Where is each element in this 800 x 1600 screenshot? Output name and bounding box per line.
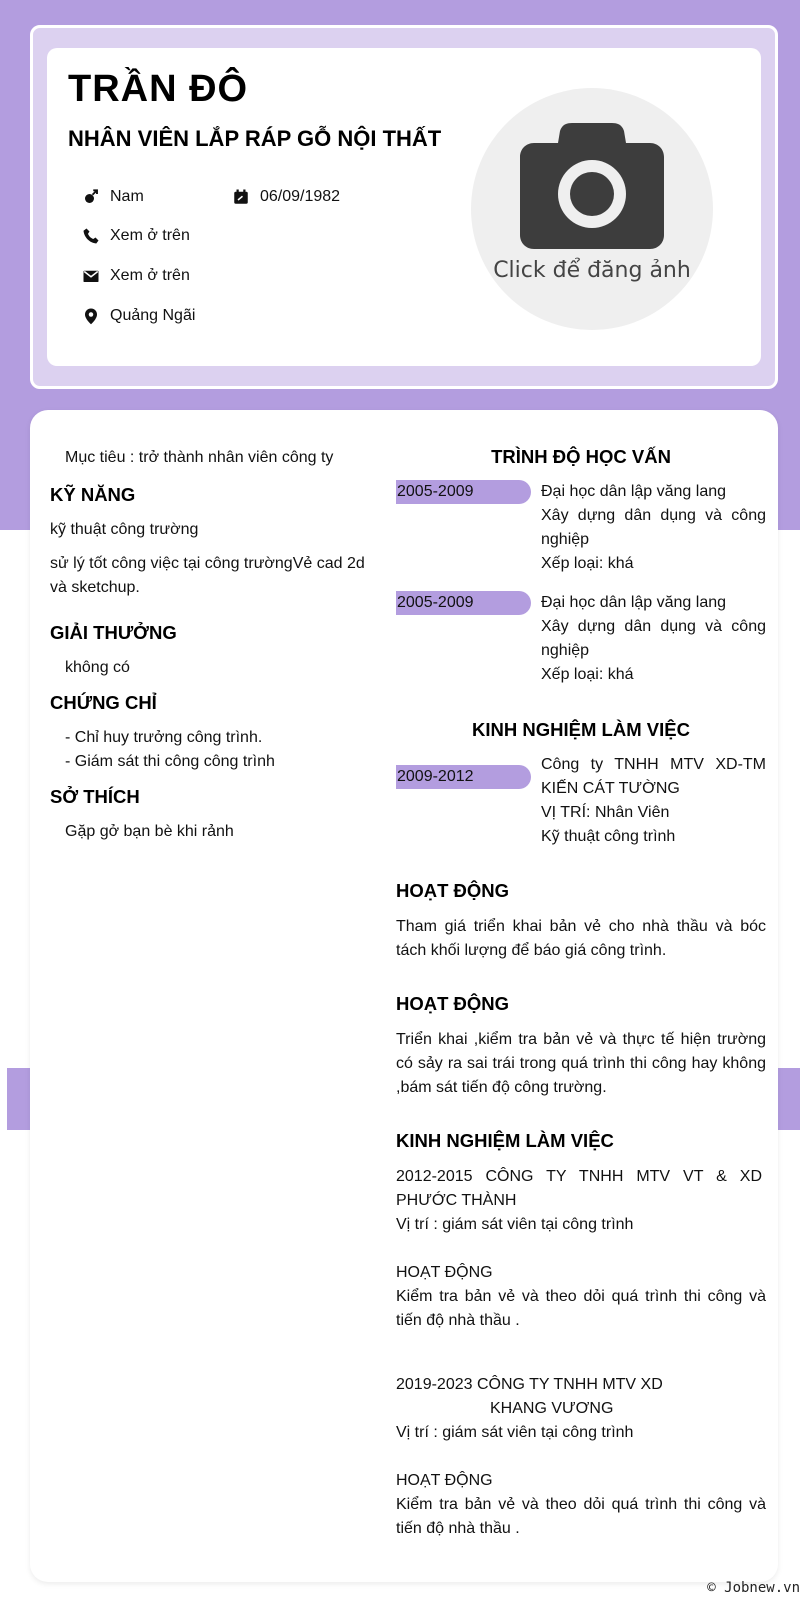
hobbies-text: Gặp gở bạn bè khi rảnh bbox=[65, 823, 234, 840]
address-value: Quảng Ngãi bbox=[110, 307, 196, 324]
certificates-heading: CHỨNG CHỈ bbox=[50, 692, 157, 713]
photo-upload-label: Click để đăng ảnh bbox=[493, 258, 691, 283]
job1-header: 2012-2015 CÔNG TY TNHH MTV VT & XD PHƯỚC THÀNH bbox=[396, 1168, 762, 1209]
experience2-heading: KINH NGHIỆM LÀM VIỆC bbox=[396, 1130, 614, 1151]
experience-department: Kỹ thuật công trình bbox=[541, 828, 676, 845]
experience-company: Công ty TNHH MTV XD-TM KIẾN CÁT TƯỜNG bbox=[541, 756, 766, 797]
education-years: 2005-2009 bbox=[396, 591, 531, 615]
certificate-item: - Giám sát thi công công trình bbox=[65, 753, 275, 770]
education-years: 2005-2009 bbox=[396, 480, 531, 504]
job1-position: Vị trí : giám sát viên tại công trình bbox=[396, 1216, 634, 1233]
candidate-name: TRẦN ĐÔ bbox=[68, 68, 249, 110]
job-title: NHÂN VIÊN LẮP RÁP GỖ NỘI THẤT bbox=[68, 126, 442, 151]
email-row bbox=[82, 267, 190, 285]
certificate-item: - Chỉ huy trưởng công trình. bbox=[65, 729, 263, 746]
gender-row bbox=[82, 188, 144, 206]
job1-activity-title: HOẠT ĐỘNG bbox=[396, 1264, 493, 1281]
education-school: Đại học dân lập văng lang bbox=[541, 483, 727, 500]
job2-position: Vị trí : giám sát viên tại công trình bbox=[396, 1424, 634, 1441]
phone-value: Xem ở trên bbox=[110, 227, 190, 244]
activity-text: Tham giá triển khai bản vẻ cho nhà thầu và bóc tách khối lượng để báo giá công trình. bbox=[396, 918, 766, 959]
gender-value: Nam bbox=[110, 188, 144, 205]
activity-heading: HOẠT ĐỘNG bbox=[396, 993, 510, 1014]
location-pin-icon bbox=[82, 307, 100, 325]
job2-activity: Kiểm tra bản vẻ và theo dỏi quá trình thi công và tiến độ nhà thầu . bbox=[396, 1496, 766, 1537]
activity-heading: HOẠT ĐỘNG bbox=[396, 880, 510, 901]
education-heading: TRÌNH ĐỘ HỌC VẤN bbox=[491, 446, 671, 467]
gender-icon bbox=[82, 188, 100, 206]
photo-upload[interactable] bbox=[471, 88, 713, 330]
email-value: Xem ở trên bbox=[110, 267, 190, 284]
education-grade: Xếp loại: khá bbox=[541, 555, 634, 572]
education-school: Đại học dân lập văng lang bbox=[541, 594, 727, 611]
experience-heading: KINH NGHIỆM LÀM VIỆC bbox=[472, 719, 690, 740]
job2-activity-title: HOẠT ĐỘNG bbox=[396, 1472, 493, 1489]
awards-text: không có bbox=[65, 659, 130, 676]
activity-text: Triển khai ,kiểm tra bản vẻ và thực tế hiện trường có sảy ra sai trái trong quá trình thi công hay không ,bám sát tiến độ công trường. bbox=[396, 1031, 766, 1096]
footer-credit: © Jobnew.vn bbox=[707, 1580, 800, 1596]
email-icon bbox=[82, 267, 100, 285]
job1-activity: Kiểm tra bản vẻ và theo dỏi quá trình thi công và tiến độ nhà thầu . bbox=[396, 1288, 766, 1329]
awards-heading: GIẢI THƯỞNG bbox=[50, 622, 177, 643]
camera-icon bbox=[520, 123, 664, 249]
address-row bbox=[82, 307, 195, 325]
experience-position: VỊ TRÍ: Nhân Viên bbox=[541, 804, 670, 821]
birthdate-value: 06/09/1982 bbox=[260, 188, 341, 205]
skills-heading: KỸ NĂNG bbox=[50, 484, 136, 505]
job2-company-name: KHANG VƯƠNG bbox=[490, 1400, 614, 1417]
skill-item: sử lý tốt công việc tại công trườngVẻ cad 2d và sketchup. bbox=[50, 555, 365, 596]
birthdate-row bbox=[232, 188, 340, 206]
phone-row bbox=[82, 227, 190, 245]
job2-header: 2019-2023 CÔNG TY TNHH MTV XD bbox=[396, 1376, 663, 1393]
skill-item: kỹ thuật công trường bbox=[50, 521, 199, 538]
phone-icon bbox=[82, 227, 100, 245]
education-major: Xây dựng dân dụng và công nghiệp bbox=[541, 618, 766, 659]
education-grade: Xếp loại: khá bbox=[541, 666, 634, 683]
experience-years: 2009-2012 bbox=[396, 765, 531, 789]
objective-text: Mục tiêu : trở thành nhân viên công ty bbox=[65, 449, 334, 466]
calendar-icon bbox=[232, 188, 250, 206]
hobbies-heading: SỞ THÍCH bbox=[50, 786, 140, 807]
education-major: Xây dựng dân dụng và công nghiệp bbox=[541, 507, 766, 548]
